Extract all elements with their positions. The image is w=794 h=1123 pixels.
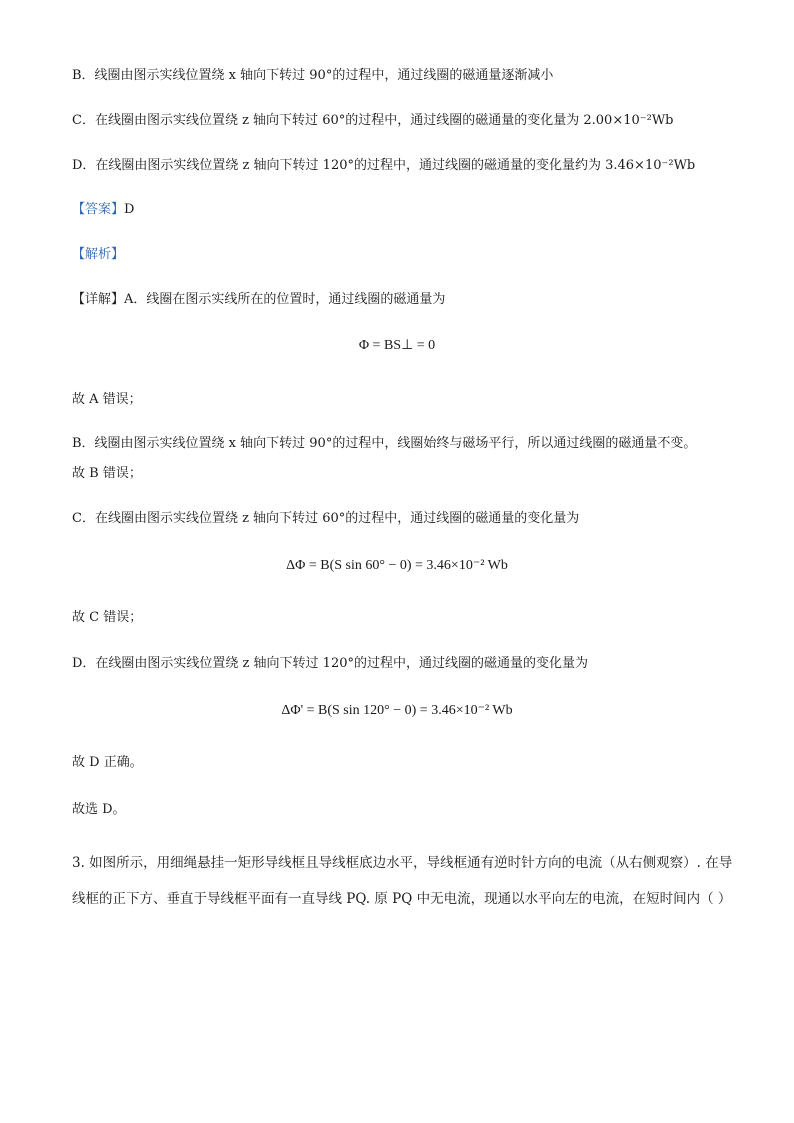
detail-tag: 【详解】 bbox=[72, 292, 125, 307]
option-d: D．在线圈由图示实线位置绕 z 轴向下转过 120°的过程中，通过线圈的磁通量的变化量约为 3.46×10⁻²Wb bbox=[72, 158, 696, 173]
analysis-line bbox=[72, 245, 124, 265]
option-b: B．线圈由图示实线位置绕 x 轴向下转过 90°的过程中，通过线圈的磁通量逐渐减小 bbox=[72, 68, 554, 83]
option-c: C．在线圈由图示实线位置绕 z 轴向下转过 60°的过程中，通过线圈的磁通量的变化量为 2.00×10⁻²Wb bbox=[72, 113, 674, 128]
b-conclusion: 故 B 错误； bbox=[72, 466, 142, 481]
detail-b-text: B．线圈由图示实线位置绕 x 轴向下转过 90°的过程中，线圈始终与磁场平行，所以通过线圈的磁通量不变。 bbox=[72, 436, 697, 451]
detail-a-text: A．线圈在图示实线所在的位置时，通过线圈的磁通量为 bbox=[124, 292, 446, 307]
detail-c-text: C．在线圈由图示实线位置绕 z 轴向下转过 60°的过程中，通过线圈的磁通量的变化量为 bbox=[72, 511, 580, 526]
answer-tag: 【答案】 bbox=[72, 202, 125, 217]
answer-line bbox=[72, 200, 134, 220]
equation-delta-60: ΔΦ = B(S sin 60° − 0) = 3.46×10⁻² Wb bbox=[286, 558, 508, 573]
d-conclusion: 故 D 正确。 bbox=[72, 755, 143, 770]
question-3: 3. 如图所示，用细绳悬挂一矩形导线框且导线框底边水平，导线框通有逆时针方向的电流（从右侧观察）. 在导线框的正下方、垂直于导线框平面有一直导线 PQ. 原 PQ 中无电流，现通以水平向左的电流，在短时间内（ ） bbox=[72, 855, 733, 907]
final-answer: 故选 D。 bbox=[72, 802, 126, 817]
analysis-tag: 【解析】 bbox=[72, 247, 125, 262]
a-conclusion: 故 A 错误； bbox=[72, 392, 142, 407]
equation-delta-120: ΔΦ' = B(S sin 120° − 0) = 3.46×10⁻² Wb bbox=[281, 703, 513, 718]
answer-value: D bbox=[124, 202, 135, 217]
c-conclusion: 故 C 错误； bbox=[72, 610, 143, 625]
equation-flux: Φ = BS⊥ = 0 bbox=[358, 338, 436, 353]
detail-a-line bbox=[72, 290, 445, 310]
detail-d-text: D．在线圈由图示实线位置绕 z 轴向下转过 120°的过程中，通过线圈的磁通量的变化量为 bbox=[72, 656, 588, 671]
